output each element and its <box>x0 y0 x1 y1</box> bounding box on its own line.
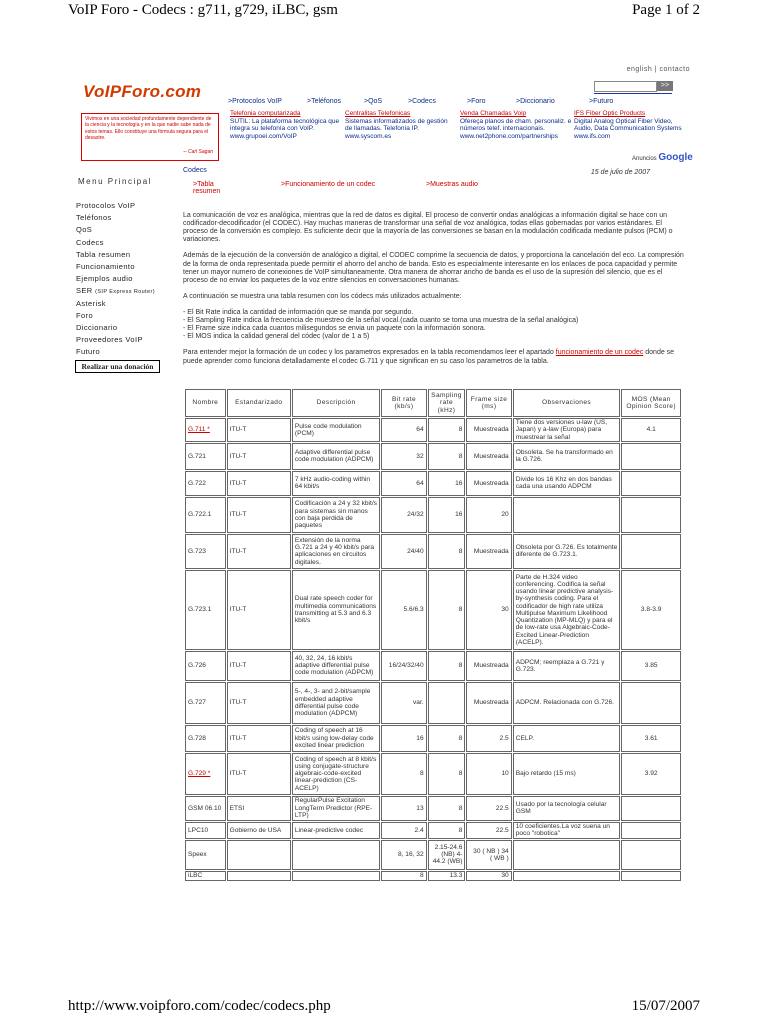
table-row <box>185 796 681 821</box>
cell-frame-size: Muestreada <box>466 418 511 442</box>
ad-title[interactable]: Centralitas Telefonicas <box>345 110 411 117</box>
paragraph-table-intro: A continuación se muestra una tabla resumen con los códecs más utilizados actualmente: <box>183 292 462 300</box>
nav-futuro[interactable]: >Futuro <box>589 98 614 105</box>
codec-link[interactable]: G.711 * <box>188 426 210 434</box>
cell-estandarizado: ITU-T <box>227 725 291 752</box>
cell-mos: 3.61 <box>621 725 681 752</box>
header-bit-rate: Bit rate (kb/s) <box>381 389 426 417</box>
header-estandarizado: Estandarizado <box>227 389 291 417</box>
cell-mos <box>621 796 681 821</box>
cell-sampling-rate: 8 <box>428 651 466 681</box>
cell-bit-rate: 16 <box>381 725 426 752</box>
sidebar-item-futuro[interactable]: Futuro <box>76 347 101 357</box>
cell-descripcion: Extensión de la norma G.721 a 24 y 40 kbit/s para aplicaciones en circuitos digitales. <box>292 534 380 569</box>
cell-frame-size: 22.5 <box>466 796 511 821</box>
cell-bit-rate: 24/40 <box>381 534 426 569</box>
site-logo[interactable]: VoIPForo.com <box>83 82 202 101</box>
quote-text: Vivimos en una sociedad profundamente dependiente de la ciencia y la tecnología y en la que nadie sabe nada de estos temas. Ello constituye una fórmula segura para el desastre. <box>85 116 212 141</box>
search-button[interactable]: >> <box>657 81 673 91</box>
ad-desc: Digital Analog Optical Fiber Video, Audio, Data Communication Systems www.ifs.com <box>574 117 682 140</box>
recommendation-text-pre: Para entender mejor la formación de un codec y los parametros expresados en la tabla recomendamos leer el apartado <box>183 349 556 357</box>
header-frame-size: Frame size (ms) <box>466 389 511 417</box>
cell-frame-size: 30 ( NB ) 34 ( WB ) <box>466 840 511 870</box>
cell-sampling-rate: 16 <box>428 471 466 496</box>
cell-mos <box>621 822 681 839</box>
header-nombre: Nombre <box>185 389 226 417</box>
paragraph-intro: La comunicación de voz es analógica, mientras que la red de datos es digital. El proceso de convertir ondas analógicas a información digital se hace con un codificador-decodificador (el CODEC). Hay muchas maneras de transformar una señal de voz analógica, todas ellas gobernadas por varios estándares. El proceso de la conversión es complejo. Es suficiente decir que la mayoría de las conversiones se basan en la modulación codificada mediante pulsos (PCM) o variaciones. <box>183 212 673 244</box>
cell-estandarizado: ITU-T <box>227 497 291 533</box>
cell-observaciones: 10 coeficientes.La voz suena un poco "robotica" <box>513 822 621 839</box>
page-header <box>68 2 700 24</box>
cell-descripcion: Coding of speech at 16 kbit/s using low-delay code excited linear prediction <box>292 725 380 752</box>
cell-descripcion: Coding of speech at 8 kbit/s using conjugate-structure algebraic-code-excited linear-prediction (CS-ACELP) <box>292 753 380 795</box>
cell-descripcion: Linear-predictive codec <box>292 822 380 839</box>
cell-bit-rate: 32 <box>381 443 426 470</box>
cell-descripcion: 7 kHz audio-coding within 64 kbit/s <box>292 471 380 496</box>
cell-sampling-rate: 8 <box>428 443 466 470</box>
cell-estandarizado: ITU-T <box>227 682 291 724</box>
top-navigation <box>228 98 690 108</box>
cell-nombre: G.723 <box>185 534 226 569</box>
ads-by-label: Anuncios <box>632 156 657 162</box>
cell-mos <box>621 871 681 881</box>
sidebar-item-funcionamiento[interactable]: Funcionamiento <box>76 261 135 271</box>
ad-desc: Sistemas informatizados de gestión de llamadas. Telefonía IP. www.syscom.es <box>345 117 448 140</box>
cell-mos: 4.1 <box>621 418 681 442</box>
cell-estandarizado: ITU-T <box>227 534 291 569</box>
table-row <box>185 497 681 533</box>
cell-estandarizado <box>227 840 291 870</box>
table-row <box>185 725 681 752</box>
quote-author: -- Carl Sagan <box>183 148 213 155</box>
cell-sampling-rate: 8 <box>428 822 466 839</box>
cell-frame-size: Muestreada <box>466 682 511 724</box>
cell-observaciones: Divide los 16 Khz en dos bandas cada una usando ADPCM <box>513 471 621 496</box>
cell-nombre: GSM 06.10 <box>185 796 226 821</box>
list-item: - El Sampling Rate indica la frecuencia de muestreo de la señal vocal.(cada cuanto se toma una muestra de la señal analógica) <box>183 317 579 325</box>
cell-bit-rate: 16/24/32/40 <box>381 651 426 681</box>
cell-nombre: G.722 <box>185 471 226 496</box>
cell-sampling-rate: 13.3 <box>428 871 466 881</box>
cell-mos: 3.8-3.9 <box>621 570 681 650</box>
cell-nombre <box>185 418 226 442</box>
cell-mos <box>621 840 681 870</box>
page-number: Page 1 of 2 <box>632 2 700 18</box>
header-observaciones: Observaciones <box>513 389 621 417</box>
cell-descripcion: RegularPulse Excitation LongTerm Predictor (RPE-LTP) <box>292 796 380 821</box>
google-logo: Google <box>658 152 693 163</box>
sidebar-item-tabla-resumen[interactable]: Tabla resumen <box>76 249 131 259</box>
cell-estandarizado: ITU-T <box>227 443 291 470</box>
cell-bit-rate: 8 <box>381 753 426 795</box>
cell-mos <box>621 471 681 496</box>
ad-desc: Ofereça planos de cham. personaliz. e números telef. internacionais. www.net2phone.com/partnerships <box>460 117 572 140</box>
sidebar-item-qos[interactable]: QoS <box>76 225 93 235</box>
cell-estandarizado: ITU-T <box>227 651 291 681</box>
cell-nombre: G.722.1 <box>185 497 226 533</box>
cell-frame-size: Muestreada <box>466 443 511 470</box>
sidebar-item-proveedores[interactable]: Proveedores VoIP <box>76 335 143 345</box>
cell-descripcion: 5-, 4-, 3- and 2-bit/sample embedded adaptive differential pulse code modulation (ADPCM) <box>292 682 380 724</box>
header-mos: MOS (Mean Opinion Score) <box>621 389 681 417</box>
header-sampling-rate: Sampling rate (kHz) <box>428 389 466 417</box>
sidebar-menu <box>76 200 176 358</box>
sidebar-item-protocolos[interactable]: Protocolos VoIP <box>76 201 136 210</box>
cell-sampling-rate: 16 <box>428 497 466 533</box>
cell-sampling-rate: 8 <box>428 725 466 752</box>
sidebar-item-telefonos[interactable]: Teléfonos <box>76 213 112 223</box>
cell-frame-size: Muestreada <box>466 534 511 569</box>
cell-frame-size: 20 <box>466 497 511 533</box>
search-input[interactable] <box>594 81 657 92</box>
cell-nombre <box>185 753 226 795</box>
cell-nombre: Speex <box>185 840 226 870</box>
ad-item[interactable] <box>574 110 692 141</box>
cell-descripcion: Pulse code modulation (PCM) <box>292 418 380 442</box>
subnav-muestras-audio[interactable]: >Muestras audio <box>426 181 478 188</box>
cell-estandarizado: Gobierno de USA <box>227 822 291 839</box>
table-row <box>185 570 681 650</box>
table-row <box>185 753 681 795</box>
recommendation-text-post: donde se puede aprender como funciona detalladamente el codec G.711 y que significan en su caso los parametros de la tabla. <box>183 349 675 365</box>
list-item: - El Frame size indica cada cuantos milisegundos se envia un paquete con la información sonora. <box>183 325 486 333</box>
ads-by-google[interactable] <box>632 152 693 163</box>
ad-item[interactable] <box>345 110 455 141</box>
subnav-tabla-resumen[interactable]: >Tabla resumen <box>193 181 221 196</box>
sidebar-title: Menu Principal <box>78 177 152 186</box>
cell-bit-rate: 13 <box>381 796 426 821</box>
cell-bit-rate: 8, 16, 32 <box>381 840 426 870</box>
page-date: 15 de julio de 2007 <box>590 169 650 176</box>
cell-sampling-rate: 2.15-24.6 (NB) 4-44.2 (WB) <box>428 840 466 870</box>
language-contact-links[interactable]: english | contacto <box>626 66 690 73</box>
cell-mos <box>621 443 681 470</box>
cell-bit-rate: 2.4 <box>381 822 426 839</box>
sidebar-item-ser-note: (SIP Express Router) <box>95 289 155 296</box>
cell-observaciones <box>513 497 621 533</box>
cell-estandarizado: ITU-T <box>227 753 291 795</box>
sidebar-item-codecs[interactable]: Codecs <box>76 237 104 247</box>
paragraph-recommendation <box>183 349 688 365</box>
cell-sampling-rate: 8 <box>428 570 466 650</box>
sidebar-item-ser[interactable] <box>76 285 176 297</box>
cell-frame-size: 10 <box>466 753 511 795</box>
nav-diccionario[interactable]: >Diccionario <box>516 98 555 105</box>
paragraph-compression: Además de la ejecución de la conversión de analógico a digital, el CODEC comprime la secuencia de datos, y proporciona la cancelación del eco. La compresión de la forma de onda representada puede permitir el ahorro del ancho de banda. Esto es especialmente interesante en los enlaces de poca capacidad y permite tener un mayor numero de conexiones de VoIP simultaneamente. Otra manera de ahorrar ancho de banda es el uso de la supresión del silencio, que es el proceso de no enviar los paquetes de la voz entre silencios en conversaciones humanas. <box>183 252 684 284</box>
nav-qos[interactable]: >QoS <box>364 98 383 105</box>
cell-frame-size: 22.5 <box>466 822 511 839</box>
cell-nombre: iLBC <box>185 871 226 881</box>
cell-observaciones: CELP. <box>513 725 621 752</box>
table-row <box>185 840 681 870</box>
codec-link[interactable]: G.729 * <box>188 770 211 778</box>
nav-protocolos[interactable]: >Protocolos VoIP <box>228 98 282 105</box>
cell-observaciones: Obsoleta. Se ha transformado en la G.726. <box>513 443 621 470</box>
page-title: VoIP Foro - Codecs : g711, g729, iLBC, gsm <box>68 2 338 18</box>
table-row <box>185 471 681 496</box>
cell-nombre: G.721 <box>185 443 226 470</box>
cell-descripcion <box>292 840 380 870</box>
table-header-row <box>185 389 681 417</box>
table-row <box>185 871 681 881</box>
table-row <box>185 651 681 681</box>
header-descripcion: Descripción <box>292 389 380 417</box>
cell-observaciones <box>513 871 621 881</box>
table-row <box>185 682 681 724</box>
ad-title[interactable]: IFS Fiber Optic Products <box>574 110 646 117</box>
cell-sampling-rate: 8 <box>428 753 466 795</box>
cell-frame-size: 30 <box>466 570 511 650</box>
page-url: http://www.voipforo.com/codec/codecs.php <box>68 998 331 1014</box>
cell-estandarizado <box>227 871 291 881</box>
donate-button[interactable]: Realizar una donación <box>75 360 160 373</box>
sidebar-item-diccionario[interactable]: Diccionario <box>76 322 118 332</box>
subnav-funcionamiento[interactable]: >Funcionamiento de un codec <box>281 181 375 188</box>
cell-mos <box>621 534 681 569</box>
cell-observaciones: Usado por la tecnología celular GSM <box>513 796 621 821</box>
table-row <box>185 534 681 569</box>
cell-descripcion: Codificación a 24 y 32 kbit/s para sistemas sin manos con baja perdida de paquetes <box>292 497 380 533</box>
cell-frame-size: Muestreada <box>466 651 511 681</box>
sidebar-item-ejemplos-audio[interactable]: Ejemplos audio <box>76 274 133 284</box>
sidebar-item-foro[interactable]: Foro <box>76 310 94 320</box>
print-date: 15/07/2007 <box>631 998 700 1014</box>
cell-observaciones: ADPCM. Relacionada con G.726. <box>513 682 621 724</box>
nav-foro[interactable]: >Foro <box>467 98 486 105</box>
cell-nombre: G.723.1 <box>185 570 226 650</box>
codec-table <box>184 388 682 882</box>
cell-descripcion: Dual rate speech coder for multimedia communications transmitting at 5.3 and 6.3 kbit/s <box>292 570 380 650</box>
funcionamiento-link[interactable]: funcionamiento de un codec <box>555 349 644 357</box>
cell-estandarizado: ITU-T <box>227 471 291 496</box>
cell-mos <box>621 497 681 533</box>
cell-observaciones <box>513 840 621 870</box>
search-underline <box>594 93 672 94</box>
ads-block <box>230 110 692 154</box>
nav-telefonos[interactable]: >Teléfonos <box>307 98 342 105</box>
cell-sampling-rate: 8 <box>428 534 466 569</box>
cell-sampling-rate: 8 <box>428 796 466 821</box>
cell-observaciones: Tiene dos versiones u-law (US, Japan) y a-law (Europa) para muestrear la señal <box>513 418 621 442</box>
ad-title[interactable]: Telefonia computarizada <box>230 110 301 117</box>
cell-sampling-rate <box>428 682 466 724</box>
cell-frame-size: 2.5 <box>466 725 511 752</box>
cell-nombre: G.728 <box>185 725 226 752</box>
cell-nombre: LPC10 <box>185 822 226 839</box>
cell-bit-rate: 5.6/6.3 <box>381 570 426 650</box>
cell-mos: 3.92 <box>621 753 681 795</box>
page-footer <box>68 998 700 1020</box>
sidebar-item-asterisk[interactable]: Asterisk <box>76 298 106 308</box>
ad-item[interactable] <box>460 110 575 141</box>
nav-codecs[interactable]: >Codecs <box>408 98 436 105</box>
breadcrumb[interactable]: Codecs <box>183 167 207 174</box>
cell-observaciones: Bajo retardo (15 ms) <box>513 753 621 795</box>
cell-observaciones: ADPCM; reemplaza a G.721 y G.723. <box>513 651 621 681</box>
cell-descripcion: Adaptive differential pulse code modulation (ADPCM) <box>292 443 380 470</box>
list-item: - El Bit Rate indica la cantidad de información que se manda por segundo. <box>183 308 414 316</box>
cell-frame-size: Muestreada <box>466 471 511 496</box>
ad-desc: SUTIL: La plataforma tecnológica que integra su telefonía con VoIP. www.grupoei.com/VoIP <box>230 117 340 140</box>
cell-mos: 3.85 <box>621 651 681 681</box>
cell-sampling-rate: 8 <box>428 418 466 442</box>
table-row <box>185 418 681 442</box>
list-item: - El MOS indica la calidad general del códec (valor de 1 a 5) <box>183 333 370 341</box>
ad-title[interactable]: Venda Chamadas Voip <box>460 110 527 117</box>
cell-bit-rate: var. <box>381 682 426 724</box>
cell-descripcion: 40, 32, 24, 16 kbit/s adaptive differential pulse code modulation (ADPCM) <box>292 651 380 681</box>
quote-box <box>81 113 219 161</box>
article-body <box>183 212 688 374</box>
cell-bit-rate: 24/32 <box>381 497 426 533</box>
sidebar-item-ser-label: SER <box>76 286 93 296</box>
cell-frame-size: 30 <box>466 871 511 881</box>
cell-nombre: G.727 <box>185 682 226 724</box>
cell-mos <box>621 682 681 724</box>
cell-bit-rate: 64 <box>381 471 426 496</box>
cell-estandarizado: ETSI <box>227 796 291 821</box>
cell-observaciones: Obsoleta por G.726. Es totalmente diferente de G.723.1. <box>513 534 621 569</box>
ad-item[interactable] <box>230 110 340 141</box>
cell-estandarizado: ITU-T <box>227 570 291 650</box>
cell-observaciones: Parte de H.324 video conferencing. Codifica la señal usando linear predictive analysis-by-synthesis coding. Para el codificador de high rate utiliza Multipulse Maximum Likelihood Quantization (MP-MLQ) y para el de low-rate usa Algebraic-Code-Excited Linear-Prediction (ACELP). <box>513 570 621 650</box>
cell-bit-rate: 64 <box>381 418 426 442</box>
table-row <box>185 822 681 839</box>
cell-bit-rate: 8 <box>381 871 426 881</box>
table-row <box>185 443 681 470</box>
cell-nombre: G.726 <box>185 651 226 681</box>
cell-estandarizado: ITU-T <box>227 418 291 442</box>
cell-descripcion <box>292 871 380 881</box>
parameter-list <box>183 309 688 341</box>
